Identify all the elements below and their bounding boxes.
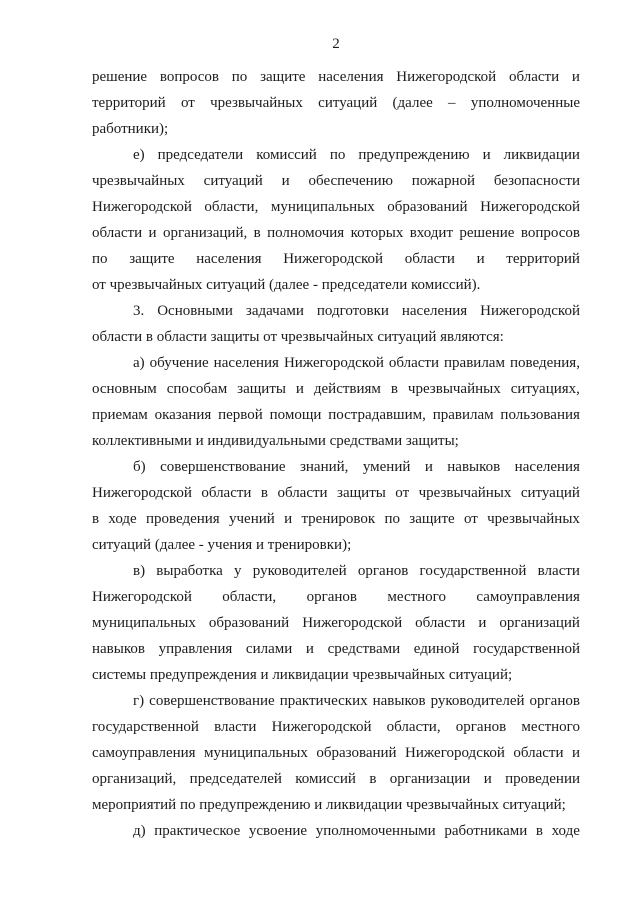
- word: государственной: [473, 641, 580, 657]
- word: Основными: [157, 303, 233, 319]
- word: помощи: [269, 407, 322, 423]
- text-line: области в области защиты от чрезвычайных ситуаций являются:: [92, 329, 504, 345]
- word: правилам: [444, 355, 505, 371]
- word: Нижегородской: [480, 303, 580, 319]
- text-line: системы предупреждения и ликвидации чрезвычайных ситуаций;: [92, 667, 513, 683]
- paragraph-item-v: [92, 558, 580, 688]
- text-line: [92, 480, 580, 506]
- text-line: [92, 142, 580, 168]
- text-line: [92, 90, 580, 116]
- word: и: [148, 225, 157, 241]
- word: комиссий: [295, 771, 356, 787]
- word: основным: [92, 381, 157, 397]
- word: и: [478, 615, 487, 631]
- word: выработка: [156, 563, 223, 579]
- word: и: [284, 511, 293, 527]
- word: в): [133, 563, 146, 579]
- word: комиссий: [256, 147, 317, 163]
- word: защите: [260, 69, 306, 85]
- word: тренировок: [301, 511, 376, 527]
- text-line: [92, 298, 580, 324]
- word: от: [395, 485, 410, 501]
- text-line: [92, 714, 580, 740]
- text-line: [92, 818, 580, 844]
- text-line: [92, 376, 580, 402]
- word: поведения,: [509, 355, 580, 371]
- word: силами: [245, 641, 293, 657]
- word: области: [201, 485, 252, 501]
- word: территорий: [506, 251, 580, 267]
- text-line: [92, 194, 580, 220]
- word: уполномоченные: [470, 95, 580, 111]
- word: обучение: [149, 355, 209, 371]
- word: Нижегородской: [480, 199, 580, 215]
- word: по: [92, 251, 108, 267]
- text-line: [92, 402, 580, 428]
- word: навыков: [92, 641, 145, 657]
- word: и: [571, 745, 580, 761]
- word: области: [277, 485, 328, 501]
- text-line: ситуаций (далее - учения и тренировки);: [92, 537, 352, 553]
- word: Нижегородской: [302, 615, 403, 631]
- word: б): [133, 459, 146, 475]
- word: умений: [362, 459, 411, 475]
- word: местного: [387, 589, 446, 605]
- word: в: [535, 823, 543, 839]
- word: и: [424, 459, 433, 475]
- paragraph-item-a: [92, 350, 580, 454]
- word: –: [448, 95, 456, 111]
- word: территорий: [92, 95, 166, 111]
- word: уполномоченными: [315, 823, 436, 839]
- word: государственной: [92, 719, 199, 735]
- word: работниками: [444, 823, 528, 839]
- word: области,: [386, 719, 441, 735]
- word: в: [92, 511, 100, 527]
- word: решение: [459, 225, 515, 241]
- word: Нижегородской: [92, 589, 192, 605]
- word: населения: [196, 251, 262, 267]
- text-line: от чрезвычайных ситуаций (далее - председатели комиссий).: [92, 277, 481, 293]
- word: области,: [204, 199, 259, 215]
- text-line: [92, 688, 580, 714]
- word: приемам: [92, 407, 148, 423]
- word: населения: [213, 355, 279, 371]
- word: пользования: [500, 407, 580, 423]
- word: совершенствование: [149, 693, 275, 709]
- word: области: [404, 251, 455, 267]
- page-number: 2: [332, 36, 340, 52]
- word: (далее: [392, 95, 433, 111]
- word: полномочия: [267, 225, 345, 241]
- word: практических: [279, 693, 368, 709]
- word: учений: [229, 511, 275, 527]
- word: образований: [387, 199, 468, 215]
- word: обеспечению: [308, 173, 393, 189]
- word: муниципальных: [270, 199, 375, 215]
- word: в: [253, 225, 261, 241]
- word: защиты: [237, 381, 286, 397]
- word: и: [281, 173, 290, 189]
- word: населения: [401, 303, 468, 319]
- word: руководителей: [252, 563, 347, 579]
- word: ситуаций: [520, 485, 580, 501]
- word: которых: [350, 225, 404, 241]
- text-line: [92, 246, 580, 272]
- word: вопросов: [159, 69, 219, 85]
- word: чрезвычайных: [487, 511, 580, 527]
- word: ситуациях,: [510, 381, 580, 397]
- word: руководителей: [430, 693, 525, 709]
- word: управления: [158, 641, 233, 657]
- word: практическое: [154, 823, 241, 839]
- word: по: [231, 69, 248, 85]
- word: власти: [537, 563, 580, 579]
- word: чрезвычайных: [92, 173, 185, 189]
- word: муниципальных: [92, 615, 196, 631]
- word: Нижегородской: [92, 485, 192, 501]
- word: навыков: [372, 693, 426, 709]
- word: области: [92, 225, 143, 241]
- word: образований: [208, 615, 290, 631]
- word: задачами: [245, 303, 304, 319]
- word: защите: [129, 251, 175, 267]
- text-line: [92, 610, 580, 636]
- word: ходе: [108, 511, 137, 527]
- text-line: [92, 454, 580, 480]
- word: и: [476, 251, 485, 267]
- word: органов: [455, 719, 507, 735]
- word: организаций,: [92, 771, 177, 787]
- word: образований: [316, 745, 397, 761]
- word: в: [390, 381, 398, 397]
- paragraph-item-b: [92, 454, 580, 558]
- text-line: [92, 766, 580, 792]
- word: председатели: [157, 147, 244, 163]
- word: чрезвычайных: [418, 485, 512, 501]
- word: органов: [306, 589, 358, 605]
- word: правилам: [432, 407, 494, 423]
- word: проведении: [505, 771, 580, 787]
- word: д): [133, 823, 146, 839]
- word: чрезвычайных: [407, 381, 501, 397]
- word: в: [260, 485, 268, 501]
- word: местного: [521, 719, 580, 735]
- word: организаций,: [162, 225, 248, 241]
- word: знаний,: [299, 459, 349, 475]
- word: и: [483, 771, 492, 787]
- word: Нижегородской: [271, 719, 372, 735]
- word: от: [180, 95, 195, 111]
- text-line: [92, 558, 580, 584]
- paragraph-item-e: [92, 142, 580, 298]
- text-line: мероприятий по предупреждению и ликвидации чрезвычайных ситуаций;: [92, 797, 566, 813]
- word: оказания: [154, 407, 212, 423]
- paragraph-item-g: [92, 688, 580, 818]
- word: пожарной: [411, 173, 476, 189]
- text-line: [92, 740, 580, 766]
- word: в: [369, 771, 377, 787]
- word: ситуаций: [203, 173, 263, 189]
- word: по: [329, 147, 346, 163]
- word: ликвидации: [503, 147, 580, 163]
- word: организаций: [499, 615, 580, 631]
- word: предупреждению: [358, 147, 470, 163]
- word: входит: [409, 225, 454, 241]
- paragraph-item-d: [92, 818, 580, 844]
- word: Нижегородской: [92, 199, 192, 215]
- word: совершенствование: [160, 459, 286, 475]
- text-line: [92, 584, 580, 610]
- word: безопасности: [493, 173, 580, 189]
- text-line: [92, 168, 580, 194]
- word: области: [513, 745, 564, 761]
- word: защиты: [337, 485, 386, 501]
- word: и: [305, 641, 314, 657]
- word: самоуправления: [92, 745, 196, 761]
- word: проведения: [145, 511, 220, 527]
- word: ходе: [551, 823, 580, 839]
- word: и: [482, 147, 491, 163]
- word: единой: [413, 641, 460, 657]
- paragraph-continuation: [92, 64, 580, 142]
- word: средствами: [327, 641, 401, 657]
- word: области,: [222, 589, 277, 605]
- word: чрезвычайных: [210, 95, 303, 111]
- word: области: [415, 615, 466, 631]
- word: усвоение: [248, 823, 308, 839]
- word: Нижегородской: [405, 745, 505, 761]
- word: населения: [318, 69, 384, 85]
- word: решение: [92, 69, 148, 85]
- paragraph-section-3: [92, 298, 580, 350]
- text-line: работники);: [92, 121, 169, 137]
- word: г): [133, 693, 145, 709]
- text-line: [92, 636, 580, 662]
- word: е): [133, 147, 145, 163]
- text-line: [92, 64, 580, 90]
- text-line: коллективными и индивидуальными средствами защиты;: [92, 433, 459, 449]
- word: муниципальных: [204, 745, 308, 761]
- word: председателей: [189, 771, 282, 787]
- word: и: [295, 381, 304, 397]
- word: первой: [218, 407, 263, 423]
- word: от: [463, 511, 478, 527]
- word: области: [388, 355, 440, 371]
- word: государственной: [419, 563, 527, 579]
- word: самоуправления: [476, 589, 580, 605]
- text-line: [92, 506, 580, 532]
- word: Нижегородской: [283, 355, 384, 371]
- word: пострадавшим,: [328, 407, 426, 423]
- word: Нижегородской: [283, 251, 384, 267]
- word: и: [571, 69, 580, 85]
- word: органов: [529, 693, 580, 709]
- word: органов: [357, 563, 409, 579]
- word: действиям: [313, 381, 381, 397]
- word: у: [234, 563, 242, 579]
- word: 3.: [133, 303, 145, 319]
- word: а): [133, 355, 145, 371]
- word: Нижегородской: [396, 69, 497, 85]
- document-body: [92, 64, 580, 844]
- word: области: [508, 69, 560, 85]
- word: подготовки: [316, 303, 389, 319]
- word: навыков: [447, 459, 501, 475]
- word: организации: [389, 771, 471, 787]
- word: населения: [514, 459, 580, 475]
- word: власти: [214, 719, 257, 735]
- word: по: [384, 511, 400, 527]
- word: ситуаций: [318, 95, 378, 111]
- word: защите: [409, 511, 455, 527]
- text-line: [92, 220, 580, 246]
- text-line: [92, 350, 580, 376]
- word: способам: [166, 381, 228, 397]
- word: вопросов: [520, 225, 580, 241]
